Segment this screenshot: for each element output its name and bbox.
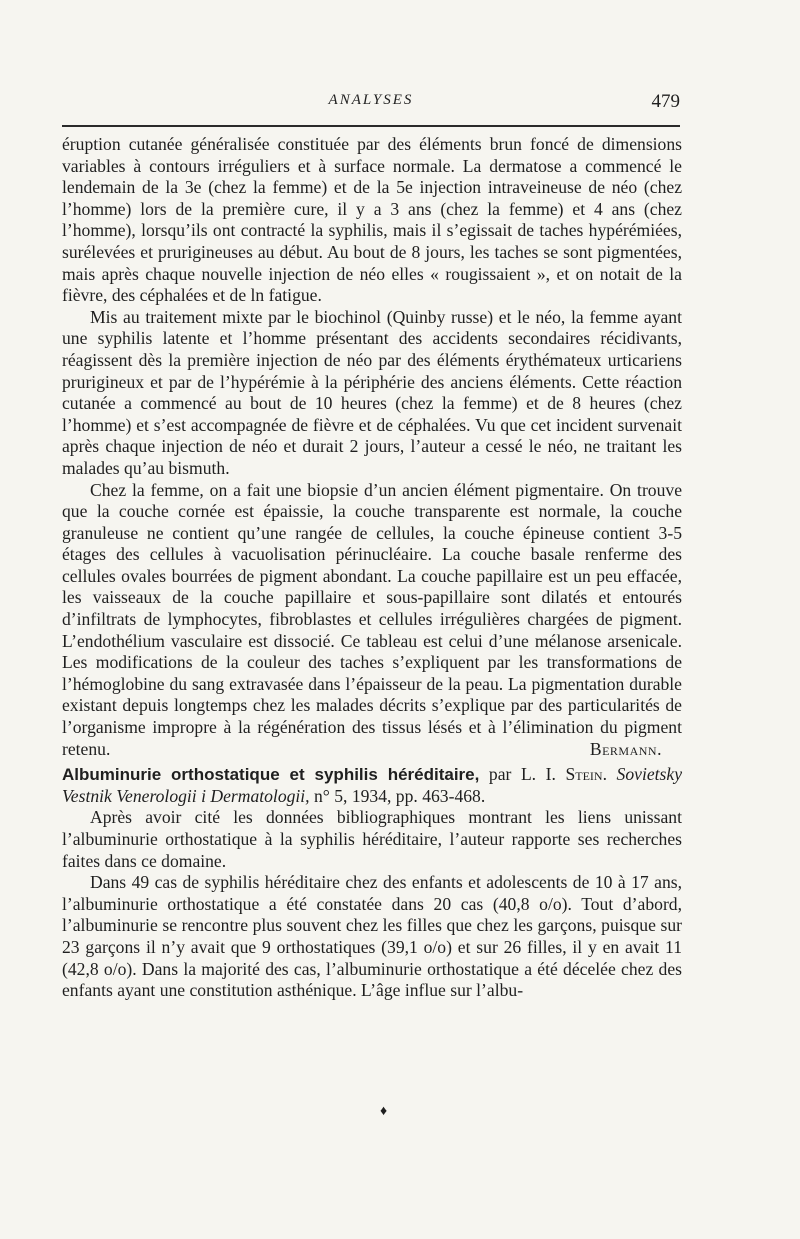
running-title: ANALYSES <box>328 92 414 108</box>
article-title: Albuminurie orthostatique et syphilis héréditaire, <box>62 765 480 785</box>
paragraph: éruption cutanée généralisée constituée par des éléments brun foncé de dimensions variables à contours irréguliers et à surface normale. La dermatose a commencé le lendemain de la 3e (chez la femme) et de la 5e injection intraveineuse de néo (chez l’homme) lors de la première cure, il y a 3 ans (chez la femme) et 4 ans (chez l’homme), lorsqu’ils ont contracté la syphilis, mais il s’egissait de taches hypérémiées, surélevées et prurigineuses au début. Au bout de 8 jours, les taches se sont pigmentées, mais après chaque nouvelle injection de néo elles « rougissaient », et on notait de la fièvre, des céphalées et de ln fatigue. <box>62 134 682 306</box>
article-heading <box>62 764 682 807</box>
paragraph: Dans 49 cas de syphilis héréditaire chez des enfants et adolescents de 10 à 17 ans, l’albuminurie orthostatique a été constatée dans 20 cas (40,8 o/o). Tout d’abord, l’albuminurie se rencontre plus souvent chez les filles que chez les garçons, puisque sur 23 garçons il n’y avait que 9 orthostatiques (39,1 o/o) et sur 26 filles, il y en avait 11 (42,8 o/o). Dans la majorité des cas, l’albuminurie orthostatique a été décelée chez des enfants ayant une constitution asthénique. L’âge influe sur l’albu- <box>62 872 682 1001</box>
signature: Bermann. <box>589 738 662 759</box>
article-by: par L. I. <box>488 764 556 785</box>
paragraph: Chez la femme, on a fait une biopsie d’un ancien élément pigmentaire. On trouve que la couche cornée est épaissie, la couche transparente est normale, la couche granuleuse ne contient qu’une rangée de cellules, la couche épineuse contient 3-5 étages des cellules à vacuolisation périnucléaire. La couche basale renferme des cellules ovales bourrées de pigment abondant. La couche papillaire est un peu effacée, les vaisseaux de la couche papillaire et sous-papillaire sont dilatés et entourés d’infiltrats de lymphocytes, fibroblastes et cellules irrégulières chargées de pigment. L’endothélium vasculaire est dissocié. Ce tableau est celui d’une mélanose arsenicale. Les modifications de la couleur des taches s’expliquent par les transformations de l’hémoglobine du sang extravasée dans l’épaisseur de la peau. La pigmentation durable existant depuis longtemps chez les malades décrits s’explique par des particularités de l’organisme impropre à la régénération des tissus lésés et à l’élimination du pigment retenu. <box>62 479 682 759</box>
article-citation: n° 5, 1934, pp. 463-468. <box>314 785 486 806</box>
page-number: 479 <box>651 91 680 112</box>
page-bottom-mark: ♦ <box>380 1104 388 1119</box>
article-journal: Sovietsky Vestnik Venerologii i Dermatologii, <box>62 764 682 806</box>
body-text <box>62 134 682 1002</box>
paragraph: Après avoir cité les données bibliographiques montrant les liens unissant l’albuminurie orthostatique à la syphilis héréditaire, l’auteur rapporte ses recherches faites dans ce domaine. <box>62 807 682 871</box>
running-header <box>62 88 680 124</box>
paragraph: Mis au traitement mixte par le biochinol (Quinby russe) et le néo, la femme ayant une syphilis latente et l’homme présentant des accidents secondaires récidivants, réagissent dès la première injection de néo par des éléments érythémateux urticariens prurigineux et par de l’hypérémie à la périphérie des anciens éléments. Cette réaction cutanée a commencé au bout de 10 heures (chez la femme) et de 8 heures (chez l’homme) et s’est accompagnée de fièvre et de céphalées. Vu que cet incident survenait après chaque injection de néo et durait 2 jours, l’auteur a cessé le néo, ne traitant les malades qu’au bismuth. <box>62 306 682 478</box>
header-rule <box>62 125 680 127</box>
article-author: Stein. <box>565 764 607 785</box>
